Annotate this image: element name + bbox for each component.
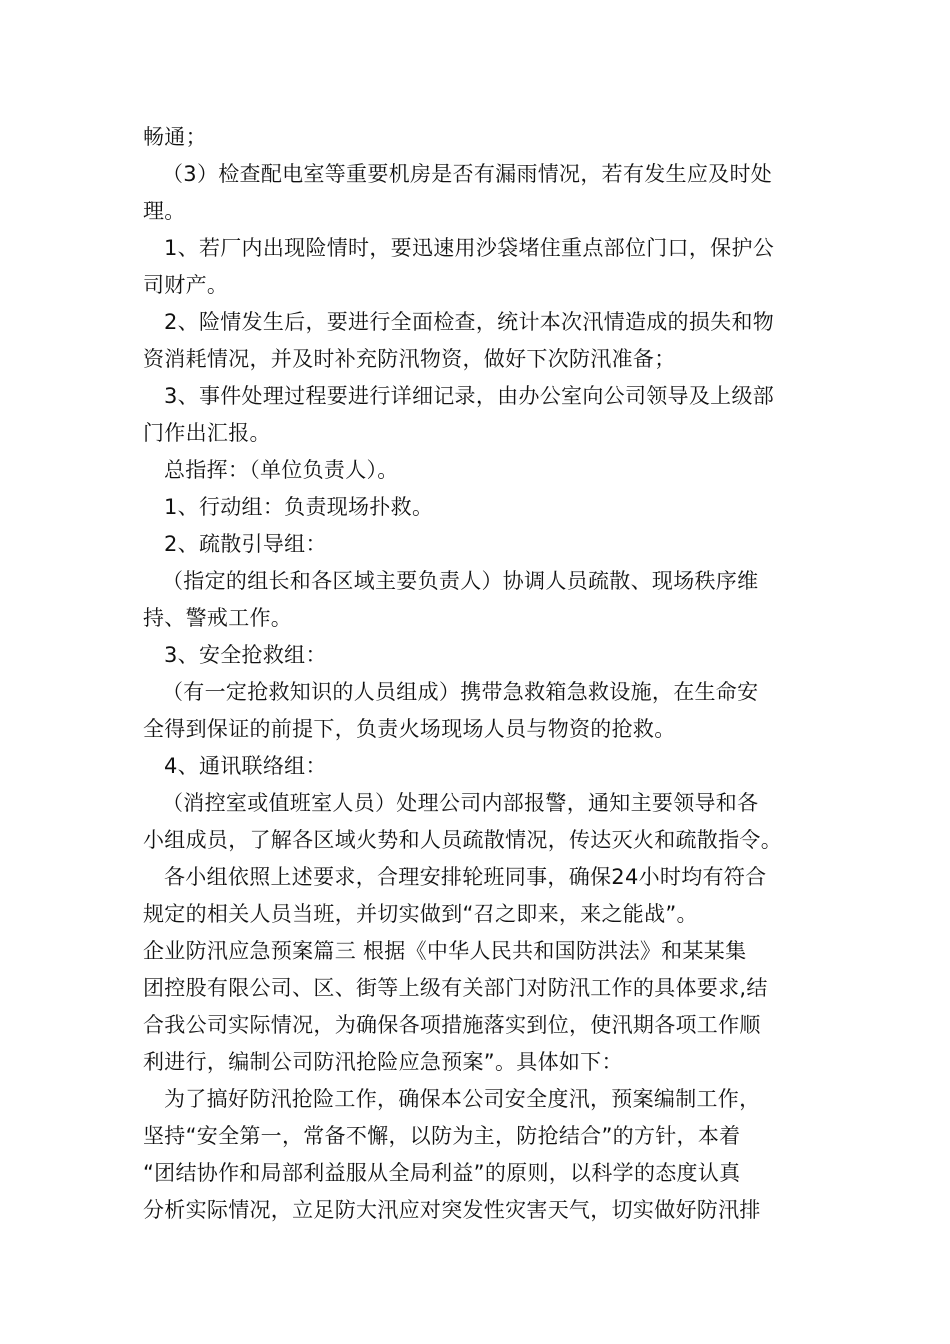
text-line: 2、险情发生后，要进行全面检查，统计本次汛情造成的损失和物 <box>164 310 775 334</box>
text-line: 分析实际情况，立足防大汛应对突发性灾害天气，切实做好防汛排 <box>143 1198 761 1222</box>
text-line: 规定的相关人员当班，并切实做到“召之即来，来之能战”。 <box>143 902 698 926</box>
text-line: 司财产。 <box>143 273 229 297</box>
section-heading-line: 企业防汛应急预案篇三 根据《中华人民共和国防洪法》和某某集 <box>143 939 747 963</box>
text-line: 总指挥：（单位负责人）。 <box>164 458 399 482</box>
text-line: 1、行动组：负责现场扑救。 <box>164 495 434 519</box>
text-line: 全得到保证的前提下，负责火场现场人员与物资的抢救。 <box>143 717 676 741</box>
text-line: 3、安全抢救组： <box>164 643 327 667</box>
text-line: （3）检查配电室等重要机房是否有漏雨情况，若有发生应及时处 <box>162 162 773 186</box>
text-line: 理。 <box>143 199 186 223</box>
text-line: （指定的组长和各区域主要负责人）协调人员疏散、现场秩序维 <box>162 569 759 593</box>
text-line: “团结协作和局部利益服从全局利益”的原则，以科学的态度认真 <box>143 1161 741 1185</box>
text-line: 3、事件处理过程要进行详细记录，由办公室向公司领导及上级部 <box>164 384 775 408</box>
text-line: 门作出汇报。 <box>143 421 271 445</box>
text-line: 持、警戒工作。 <box>143 606 293 630</box>
text-line: 2、疏散引导组： <box>164 532 327 556</box>
text-line: 团控股有限公司、区、街等上级有关部门对防汛工作的具体要求,结 <box>143 976 768 1000</box>
text-line: 合我公司实际情况，为确保各项措施落实到位，使汛期各项工作顺 <box>143 1013 761 1037</box>
text-line: 各小组依照上述要求，合理安排轮班同事，确保24小时均有符合 <box>164 865 767 889</box>
text-line: 小组成员，了解各区域火势和人员疏散情况，传达灭火和疏散指令。 <box>143 828 782 852</box>
text-line: 畅通； <box>143 125 207 149</box>
text-line: 为了搞好防汛抢险工作，确保本公司安全度汛，预案编制工作， <box>164 1087 761 1111</box>
text-line: 1、若厂内出现险情时，要迅速用沙袋堵住重点部位门口，保护公 <box>164 236 775 260</box>
text-line: （消控室或值班室人员）处理公司内部报警，通知主要领导和各 <box>162 791 759 815</box>
text-line: 利进行，编制公司防汛抢险应急预案”。具体如下： <box>143 1050 623 1074</box>
document-body <box>143 119 813 1229</box>
text-line: 资消耗情况，并及时补充防汛物资，做好下次防汛准备； <box>143 347 676 371</box>
text-line: 4、通讯联络组： <box>164 754 327 778</box>
text-line: （有一定抢救知识的人员组成）携带急救箱急救设施，在生命安 <box>162 680 759 704</box>
text-line: 坚持“安全第一，常备不懈，以防为主，防抢结合”的方针，本着 <box>143 1124 741 1148</box>
